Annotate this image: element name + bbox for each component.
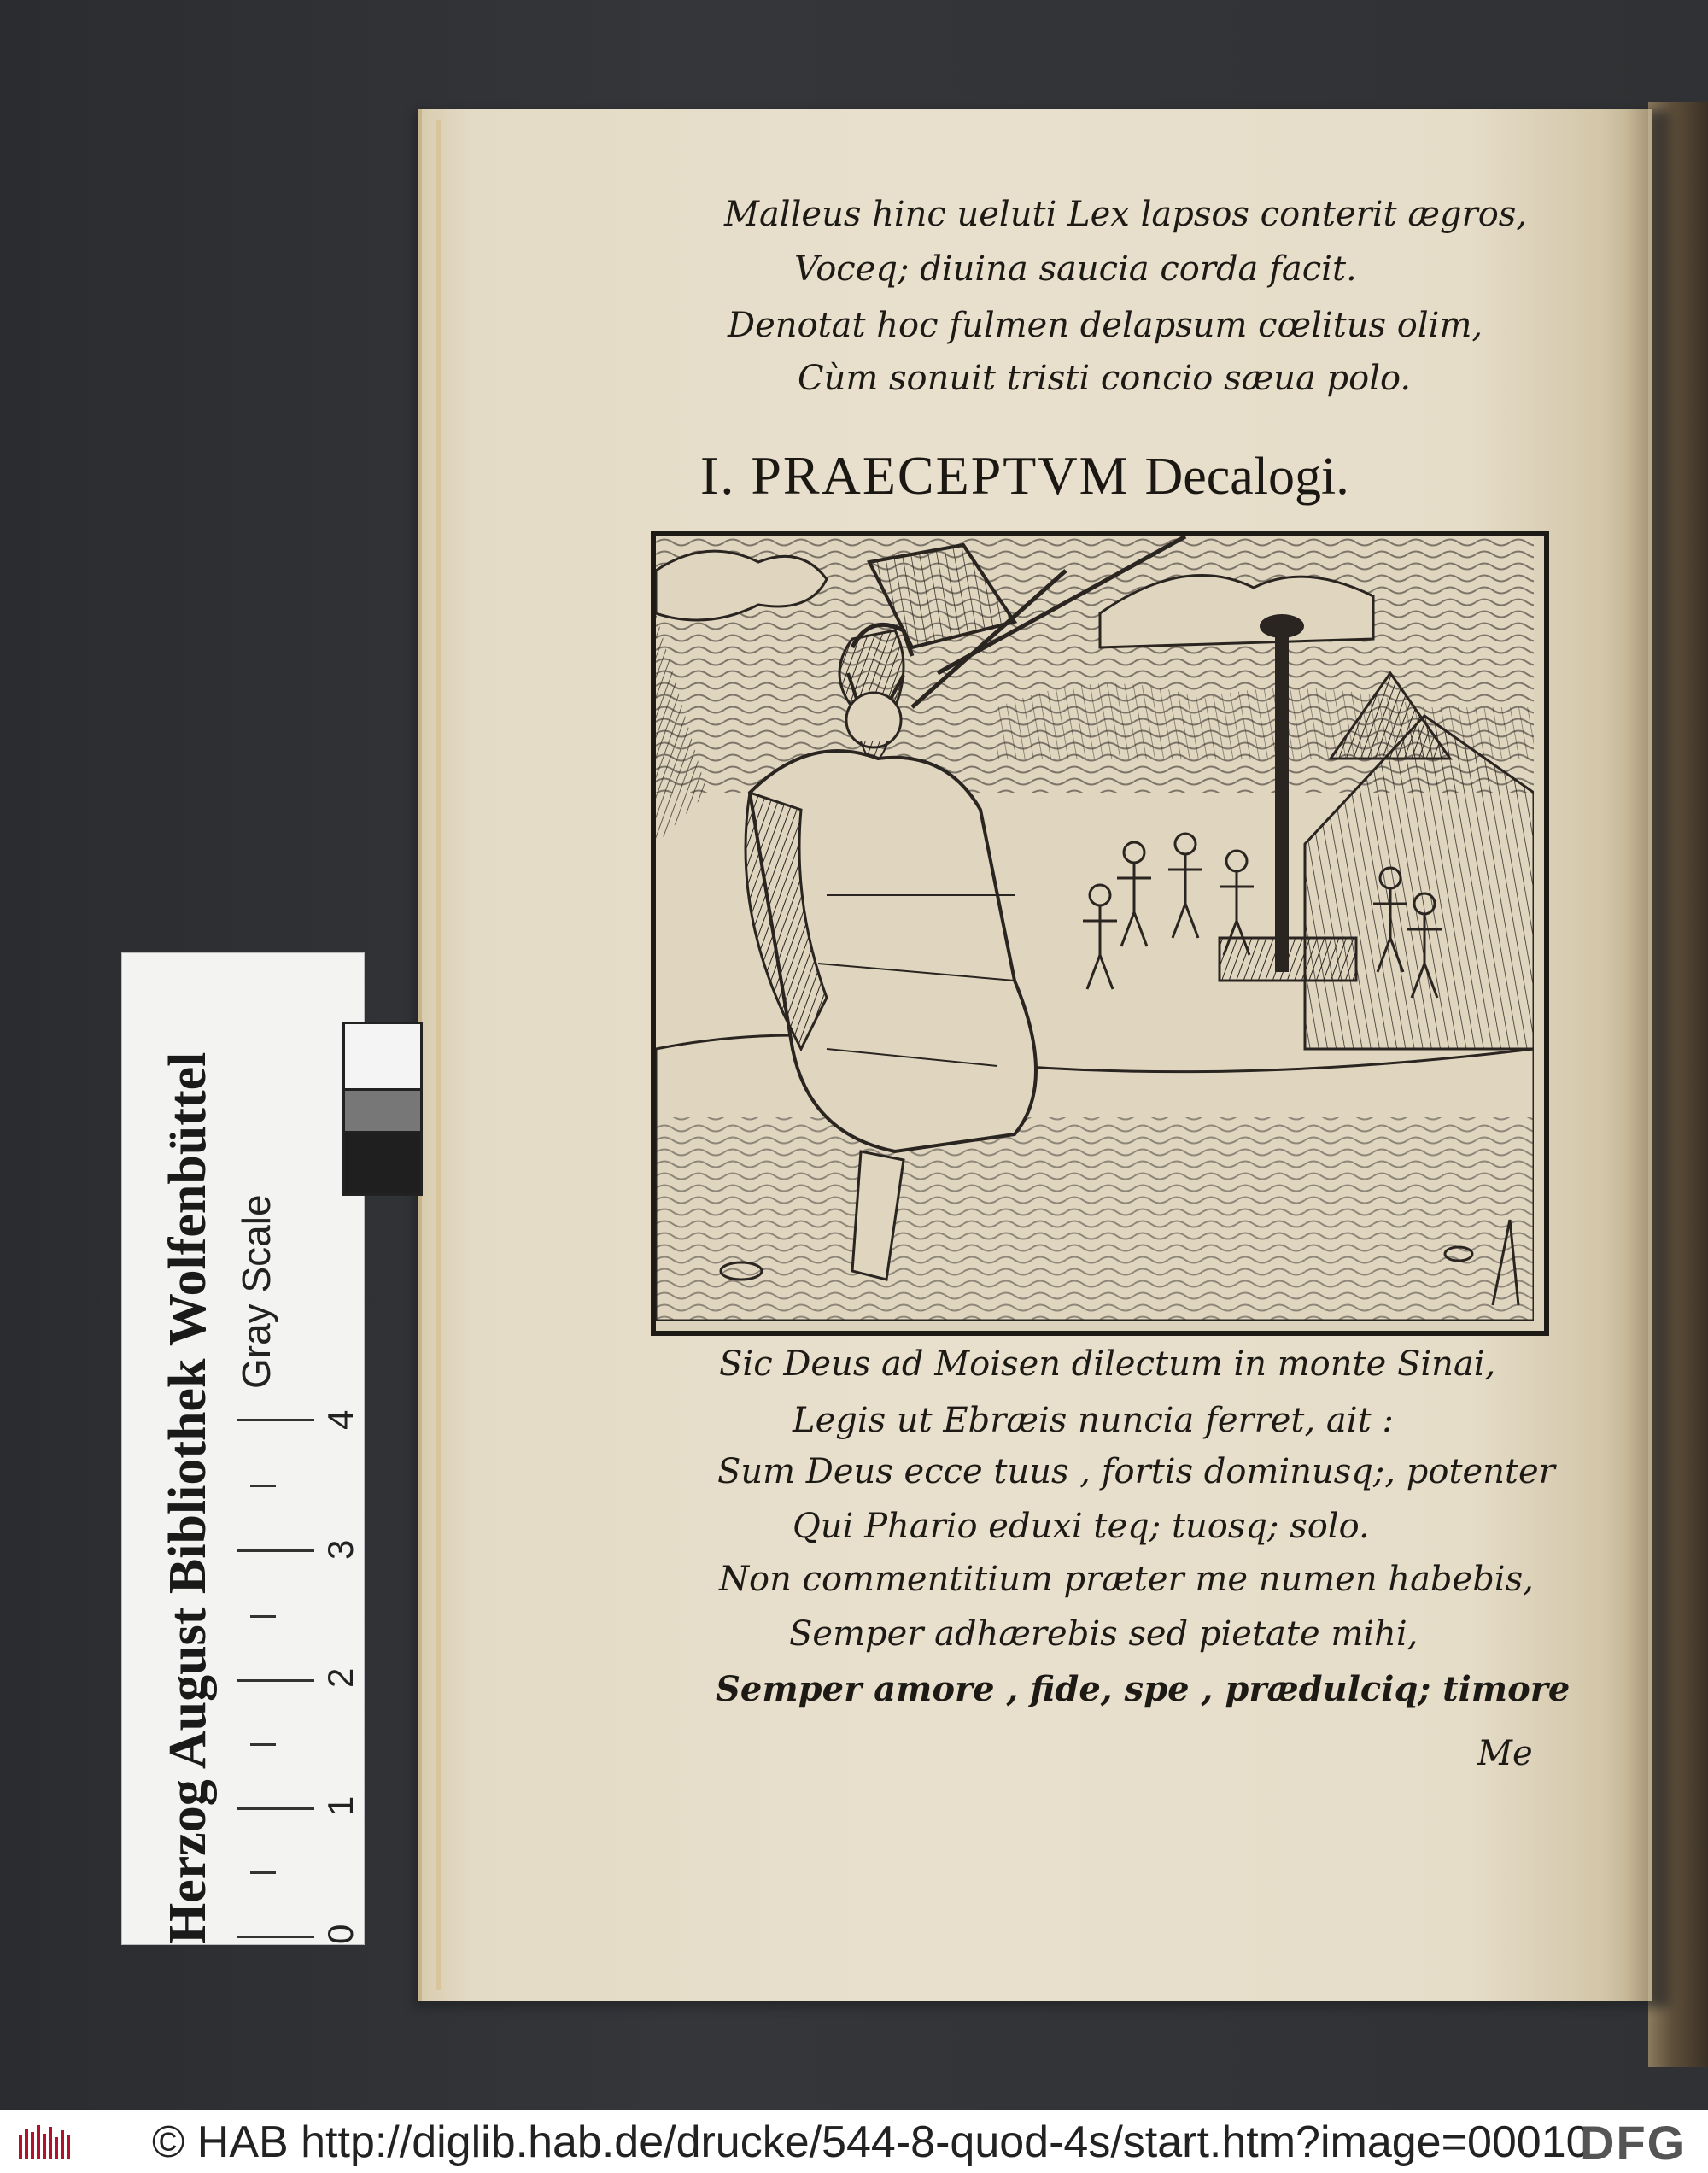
footer-bar [0,2110,1708,2173]
gray-scale-ruler [121,952,365,1945]
gray-scale-label: Gray Scale [234,1194,278,1389]
woodcut-moses-golden-calf [656,536,1534,1321]
ruler-tick [250,1871,276,1874]
woodcut-illustration [651,531,1549,1336]
ruler-institution-label: Herzog August Bibliothek Wolfenbüttel [159,1051,217,1944]
section-heading [700,444,1349,507]
swatch-white [342,1022,423,1091]
ruler-tick [237,1549,314,1552]
ruler-tick [237,1936,314,1938]
hab-barcode-icon [17,2123,77,2161]
page-fold-edge [436,120,441,1990]
ruler-number-1: 1 [320,1795,360,1816]
page-gutter [1623,109,1648,2001]
ruler-tick [250,1615,276,1618]
heading-numeral: I. [700,445,736,506]
ruler-tick [237,1679,314,1682]
bottom-verse-line-1: Sic Deus ad Moisen dilectum in monte Sinai, [719,1344,1496,1384]
heading-caps: PRAECEPTVM [751,445,1130,506]
swatch-gray [342,1088,423,1136]
bottom-verse-line-7: Semper amore , fide, spe , prædulciq; timore [716,1669,1571,1709]
bottom-verse-line-3: Sum Deus ecce tuus , fortis dominusq;, potenter [717,1452,1555,1491]
bottom-verse-line-4: Qui Phario eduxi teq; tuosq; solo. [793,1507,1370,1546]
top-verse-line-3: Denotat hoc fulmen delapsum cœlitus olim, [728,306,1483,345]
top-verse-line-1: Malleus hinc ueluti Lex lapsos conterit ægros, [724,195,1528,234]
catchword: Me [1477,1734,1533,1773]
ruler-number-0: 0 [320,1924,360,1944]
bottom-verse-line-2: Legis ut Ebræis nuncia ferret, ait : [793,1401,1394,1440]
bottom-verse-line-6: Semper adhærebis sed pietate mihi, [789,1614,1418,1654]
swatch-black [342,1131,423,1196]
ruler-number-4: 4 [320,1409,360,1430]
ruler-number-3: 3 [320,1539,360,1560]
top-verse-line-2: Voceq; diuina saucia corda facit. [794,249,1357,289]
dfg-logo: DFG [1580,2116,1687,2170]
ruler-tick [250,1485,276,1487]
ruler-tick [237,1807,314,1810]
top-verse-line-4: Cùm sonuit tristi concio sæua polo. [798,359,1412,398]
footer-credit-link[interactable]: © HAB http://diglib.hab.de/drucke/544-8-quod-4s/start.htm?image=00010 [152,2117,1591,2167]
ruler-tick [250,1743,276,1746]
bottom-verse-line-5: Non commentitium præter me numen habebis, [719,1560,1534,1599]
ruler-tick [237,1419,314,1421]
ruler-number-2: 2 [320,1667,360,1688]
heading-rest: Decalogi. [1144,448,1349,506]
